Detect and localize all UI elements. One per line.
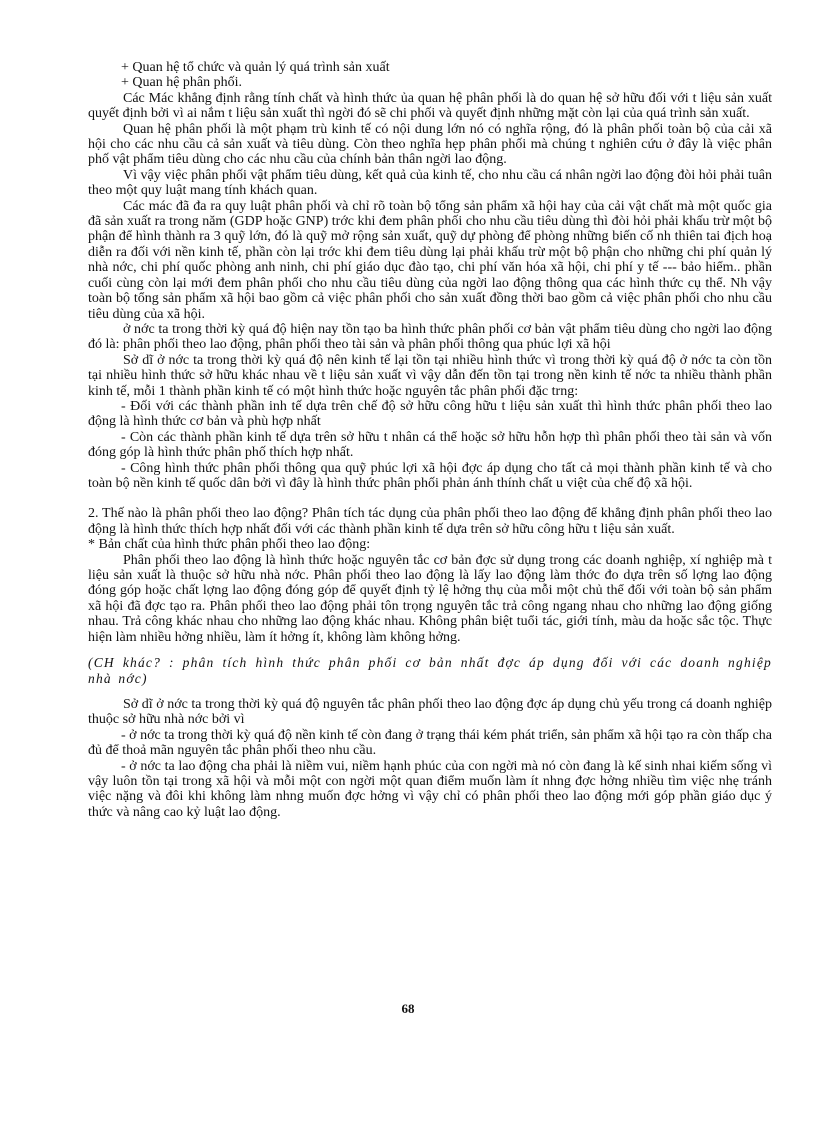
dash-item-private-ownership: - Còn các thành phần kinh tế dựa trên sở hữu t nhân cá thể hoặc sở hữu hỗn hợp thì phân phối theo tài sản và vốn đóng góp là hình thức phân phố thích hợp nhất. [88, 429, 772, 461]
dash-item-public-ownership: - Đối với các thành phần inh tế dựa trên chế độ sở hữu công hữu t liệu sản xuất thì hình thức phân phối theo lao động là hình thức cơ bản và phù hợp nhất [88, 398, 772, 430]
bullet-distribution: + Quan hệ phân phối. [121, 75, 243, 91]
paragraph-three-forms: ở nớc ta trong thời kỳ quá độ hiện nay tồn tạo ba hình thức phân phối cơ bản vật phẩm tiêu dùng cho ngời lao động đó là: phân phối theo lao động, phân phối theo tài sản và phân phối thông qua phúc lợi xã hội [88, 321, 772, 353]
question-heading: 2. Thế nào là phân phối theo lao động? Phân tích tác dụng của phân phối theo lao động để khẳng định phân phối theo lao động là hình thức thích hợp nhất đối với các thành phần kinh tế dựa trên sở hữu công hữu t liệu sản xuất. [88, 506, 772, 537]
paragraph-ownership-forms: Sở dĩ ở nớc ta trong thời kỳ quá độ nên kinh tế lại tồn tại nhiều hình thức vì trong thời kỳ quá độ ở nớc ta còn tồn tại nhiều hình thức sở hữu khác nhau về t liệu sản xuất vì vậy dẫn đến tồn tại trong nền kinh tế nớc ta nhiều thành phần kinh tế, mỗi 1 thành phần kinh tế có một hình thức hoặc nguyên tắc phân phối đặc trng: [88, 352, 772, 399]
document-page [88, 60, 772, 820]
page-number: 68 [401, 1001, 415, 1016]
dash-item-underdeveloped: - ở nớc ta trong thời kỳ quá độ nền kinh tế còn đang ở trạng thái kém phát triển, sản phẩm xã hội tạo ra còn thấp cha đủ để thoả mãn nguyên tắc phân phối theo nhu cầu. [88, 727, 772, 759]
paragraph-marx-distribution: Các Mác khẳng định rằng tính chất và hình thức ủa quan hệ phân phối là do quan hệ sở hữu đối với t liệu sản xuất quyết định bởi vì ai nắm t liệu sản xuất thì ngời đó sẽ chi phối và quyết định những mặt còn lại của quá trình sản xuất. [88, 90, 772, 122]
dash-item-welfare: - Công hình thức phân phối thông qua quỹ phúc lợi xã hội đợc áp dụng cho tất cả mọi thành phần kinh tế và cho toàn bộ nền kinh tế quốc dân bởi vì đây là hình thức phân phối phản ánh thính chất u việt của chế độ xã hội. [88, 460, 772, 491]
dash-item-livelihood: - ở nớc ta lao động cha phải là niềm vui, niềm hạnh phúc của con ngời mà nó còn đang là kế sinh nhai kiếm sống vì vậy luôn tồn tại trong xã hội và mỗi một con ngời một quan điểm muốn làm ít nhng đợc hởng nhiều tìm việc nhẹ tránh việc nặng và đôi khi không làm nhng muốn đợc hởng vì vậy chỉ có phân phối theo lao động mới góp phần giáo dục ý thức và nâng cao kỷ luật lao động. [88, 758, 772, 820]
subheading-nature: * Bản chất của hình thức phân phối theo lao động: [88, 537, 371, 553]
alternate-question-note: (CH khác? : phân tích hình thức phân phối cơ bản nhất đợc áp dụng đối với các doanh nghiệp nhà nớc) [88, 655, 772, 687]
paragraph-social-product: Các mác đã đa ra quy luật phân phối và chỉ rõ toàn bộ tổng sản phẩm xã hội hay của cải vật chất mà một quốc gia đã sản xuất ra trong năm (GDP hoặc GNP) trớc khi đem phân phối cho nhu cầu tiêu dùng thì đòi hỏi phải khấu trừ một bộ phận để hình thành ra 3 quỹ lớn, đó là quỹ mở rộng sản xuất, quỹ dự phòng để phòng những biến cố nh thiên tai địch hoạ diễn ra đối với nền kinh tế, phần còn lại trớc khi đem tiêu dùng lại phải khấu trừ một bộ phận cho những chi phí quản lý nhà nớc, chi phí quốc phòng anh ninh, chi phí giáo dục đào tạo, chi phí văn hóa xã hội, chi phí y tế --- bảo hiểm.. phần cuối cùng còn lại mới đem phân phối cho nhu cầu tiêu dùng của ngời lao động thông qua các hình thức cụ thể. Nh vậy toàn bộ tổng sản phẩm xã hội bao gồm cả việc phân phối cho sản xuất đồng thời bao gồm cả việc phân phối cho nhu cầu tiêu dùng của xã hội. [88, 198, 772, 322]
paragraph-objective-law: Vì vậy việc phân phối vật phẩm tiêu dùng, kết quả của kinh tế, cho nhu cầu cá nhân ngời lao động đòi hỏi phải tuân theo một quy luật mang tính khách quan. [88, 167, 772, 199]
spacer [88, 491, 772, 506]
spacer [88, 687, 772, 697]
bullet-organization: + Quan hệ tổ chức và quản lý quá trình sản xuất [121, 60, 390, 75]
paragraph-reason: Sở dĩ ở nớc ta trong thời kỳ quá độ nguyên tắc phân phối theo lao động đợc áp dụng chủ yếu trong cá doanh nghiệp thuộc sở hữu nhà nớc bởi vì [88, 697, 772, 728]
spacer [88, 645, 772, 655]
paragraph-distribution-relation: Quan hệ phân phối là một phạm trù kinh tế có nội dung lớn nó có nghĩa rộng, đó là phân phối toàn bộ của cải xã hội cho các nhu cầu cả sản xuất và tiêu dùng. Còn theo nghĩa hẹp phân phối mà chúng t nghiên cứu ở đây là việc phân phố vật phẩm tiêu dùng cho các nhu cầu của chính bản thân ngời lao động. [88, 121, 772, 168]
paragraph-labor-distribution: Phân phối theo lao động là hình thức hoặc nguyên tắc cơ bản đợc sử dụng trong các doanh nghiệp, xí nghiệp mà t liệu sản xuất là thuộc sở hữu nhà nớc. Phân phối theo lao động là lấy lao động làm thớc đo dựa trên số lợng lao động đóng góp hoặc chất lợng lao động đóng góp để quyết định tỷ lệ hởng thụ của mỗi một chủ thể đối với toàn bộ sản phẩm xã hội đã đợc tạo ra. Phân phối theo lao động phải tôn trọng nguyên tắc trả công ngang nhau cho những lao động giống nhau. Trả công khác nhau cho những lao động khác nhau. Không phân biệt tuổi tác, giới tính, màu da hoặc sắc tộc. Thực hiện làm nhiều hởng nhiều, làm ít hởng ít, không làm không hởng. [88, 552, 772, 645]
